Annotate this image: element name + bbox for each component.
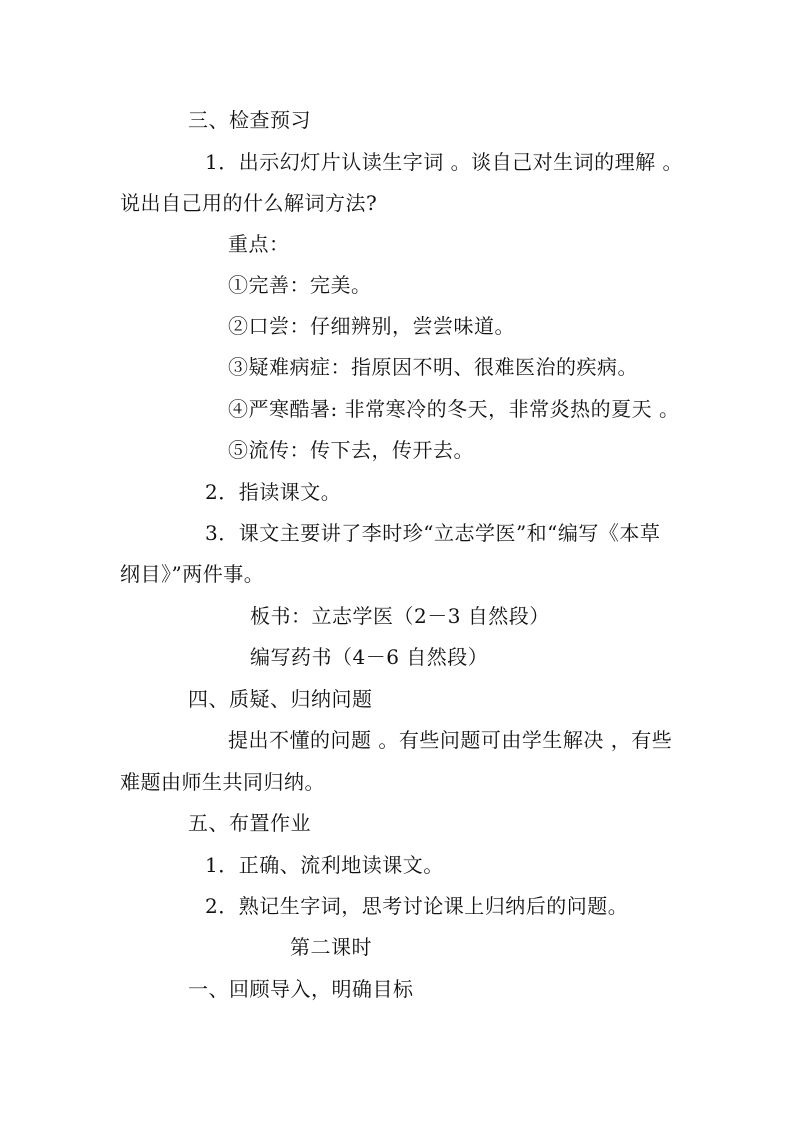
section4-para-line1: 提出不懂的问题 。有些问题可由学生解决 ，有些 [228,728,673,752]
key-term-5: ⑤流传：传下去，传开去。 [228,438,474,462]
section3-item3-line2: 纲目》”两件事。 [120,562,265,586]
section3-item2: 2．指读课文。 [205,480,342,504]
section3-item1-line2: 说出自己用的什么解词方法? [120,191,378,215]
section3-item1-line1: 1．出示幻灯片认读生字词 。谈自己对生词的理解 。 [205,150,683,174]
key-term-1: ①完善：完美。 [228,273,372,297]
key-term-2: ②口尝：仔细辨别，尝尝味道。 [228,314,515,338]
section3-heading: 三、检查预习 [188,108,311,132]
lesson2-section1-heading: 一、回顾导入，明确目标 [188,977,414,1001]
section5-heading: 五、布置作业 [188,811,311,835]
section3-item3-line1: 3．课文主要讲了李时珍“立志学医”和“编写《本草 [205,521,661,545]
key-term-4: ④严寒酷暑: 非常寒冷的冬天，非常炎热的夏天 。 [228,397,680,421]
section5-item1: 1．正确、流利地读课文。 [205,853,444,877]
board-line2: 编写药书（4－6 自然段） [250,645,489,669]
lesson2-title: 第二课时 [290,935,372,959]
board-line1: 板书：立志学医（2－3 自然段） [250,604,550,628]
key-term-3: ③疑难病症：指原因不明、很难医治的疾病。 [228,355,638,379]
section4-para-line2: 难题由师生共同归纳。 [120,770,325,794]
key-label: 重点： [228,232,290,256]
section5-item2: 2．熟记生字词，思考讨论课上归纳后的问题。 [205,894,629,918]
section4-heading: 四、质疑、归纳问题 [188,687,373,711]
